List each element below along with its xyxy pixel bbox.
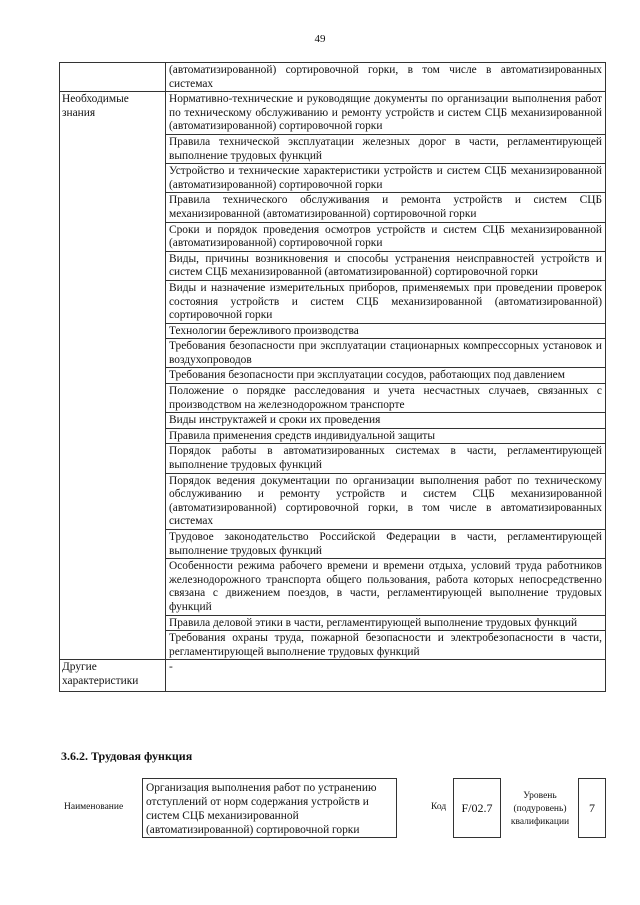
continuation-row (60, 63, 606, 92)
qualification-level-box: 7 (578, 778, 606, 838)
knowledge-item: Порядок ведения документации по организации выполнения работ по техническому обслуживанию и ремонту устройств и систем СЦБ механизированной (автоматизированной) сортировочной горки, в том числе в автоматизированных системах (166, 473, 606, 529)
continuation-text: (автоматизированной) сортировочной горки, в том числе в автоматизированных системах (166, 63, 606, 92)
knowledge-item: Правила технического обслуживания и ремонта устройств и систем СЦБ механизированной (автоматизированной) сортировочной горки (166, 193, 606, 222)
knowledge-item: Требования безопасности при эксплуатации сосудов, работающих под давлением (166, 368, 606, 384)
other-characteristics-value: - (166, 660, 606, 692)
section-heading: 3.6.2. Трудовая функция (61, 749, 193, 763)
knowledge-item: Устройство и технические характеристики устройств и систем СЦБ механизированной (автоматизированной) сортировочной горки (166, 164, 606, 193)
knowledge-item: Правила применения средств индивидуальной защиты (166, 428, 606, 444)
knowledge-item: Требования безопасности при эксплуатации стационарных компрессорных установок и воздухопроводов (166, 339, 606, 368)
knowledge-item: Технологии бережливого производства (166, 323, 606, 339)
knowledge-item: Нормативно-технические и руководящие документы по организации выполнения работ по техническому обслуживанию и ремонту устройств и систем СЦБ механизированной (автоматизированной) сортировочной горки (166, 92, 606, 135)
knowledge-item: Правила деловой этики в части, регламентирующей выполнение трудовых функций (166, 615, 606, 631)
knowledge-item: Трудовое законодательство Российской Федерации в части, регламентирующей выполнение трудовых функций (166, 530, 606, 559)
knowledge-item: Требования охраны труда, пожарной безопасности и электробезопасности в части, регламентирующей выполнение трудовых функций (166, 631, 606, 660)
name-label: Наименование (64, 802, 124, 812)
knowledge-label: Необходимые знания (60, 92, 166, 660)
knowledge-item: Сроки и порядок проведения осмотров устройств и систем СЦБ механизированной (автоматизированной) сортировочной горки (166, 222, 606, 251)
knowledge-item: Виды инструктажей и сроки их проведения (166, 413, 606, 429)
knowledge-row (60, 92, 606, 135)
code-label: Код (431, 802, 447, 812)
knowledge-item: Правила технической эксплуатации железных дорог в части, регламентирующей выполнение трудовых функций (166, 134, 606, 163)
knowledge-item: Виды и назначение измерительных приборов, применяемых при проведении проверок состояния устройств и систем СЦБ механизированной (автоматизированной) сортировочной горки (166, 280, 606, 323)
knowledge-table (59, 62, 606, 692)
code-box: F/02.7 (453, 778, 501, 838)
continuation-label (60, 63, 166, 92)
qualification-level-label: Уровень (подуровень) квалификации (510, 791, 570, 827)
other-characteristics-label: Другие характеристики (60, 660, 166, 692)
knowledge-item: Положение о порядке расследования и учета несчастных случаев, связанных с производством на железнодорожном транспорте (166, 384, 606, 413)
function-name-box: Организация выполнения работ по устранению отступлений от норм содержания устройств и систем СЦБ механизированной (автоматизированной) сортировочной горки (142, 778, 397, 838)
other-characteristics-row (60, 660, 606, 692)
knowledge-item: Особенности режима рабочего времени и времени отдыха, условий труда работников железнодорожного транспорта общего пользования, работа которых непосредственно связана с движением поездов, в части, регламентирующей выполнение трудовых функций (166, 559, 606, 615)
knowledge-item: Порядок работы в автоматизированных системах в части, регламентирующей выполнение трудовых функций (166, 444, 606, 473)
labor-function-header (61, 778, 606, 840)
page-number: 49 (314, 33, 326, 45)
knowledge-item: Виды, причины возникновения и способы устранения неисправностей устройств и систем СЦБ механизированной (автоматизированной) сортировочной горки (166, 251, 606, 280)
